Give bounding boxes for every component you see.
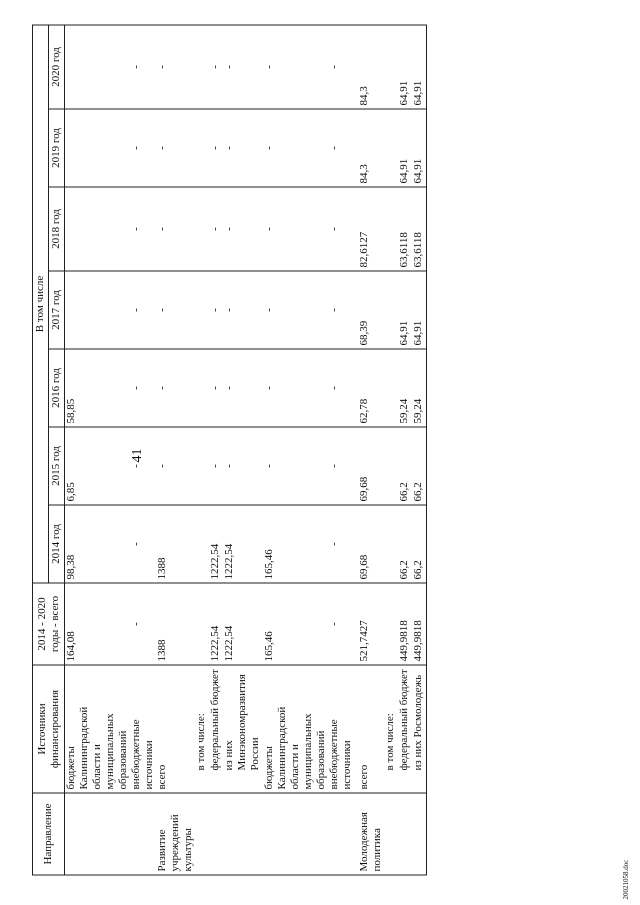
year-value-cell: 66,2 <box>412 505 427 583</box>
year-value-cell: 59,24 <box>398 349 412 427</box>
year-value-cell: 69,68 <box>358 427 384 505</box>
source-cell: федеральный бюджет <box>209 665 223 793</box>
source-cell: из них Росмолодежь <box>412 665 427 793</box>
year-value-cell: - <box>223 271 263 349</box>
table-row <box>130 24 156 874</box>
year-value-cell: 1222,54 <box>209 505 223 583</box>
year-value-cell <box>65 24 131 108</box>
header-total: 2014 - 2020 годы - всего <box>33 583 65 665</box>
year-value-cell <box>195 505 209 583</box>
year-value-cell: 1222,54 <box>223 505 263 583</box>
year-value-cell <box>195 427 209 505</box>
table-row <box>398 24 412 874</box>
header-year: 2019 год <box>49 109 65 187</box>
year-value-cell: - <box>130 505 156 583</box>
year-value-cell <box>65 187 131 271</box>
source-cell: в том числе: <box>195 665 209 793</box>
total-cell: 1222,54 <box>223 583 263 665</box>
year-value-cell <box>384 187 398 271</box>
year-value-cell: 63,6118 <box>398 187 412 271</box>
year-value-cell <box>195 271 209 349</box>
header-year: 2017 год <box>49 271 65 349</box>
source-cell: всего <box>358 665 384 793</box>
year-value-cell: - <box>209 271 223 349</box>
year-value-cell: - <box>209 109 223 187</box>
year-value-cell: - <box>263 187 328 271</box>
year-value-cell: 63,6118 <box>412 187 427 271</box>
direction-cell <box>328 793 358 875</box>
year-value-cell: - <box>328 187 358 271</box>
year-value-cell: - <box>328 271 358 349</box>
year-value-cell: 69,68 <box>358 505 384 583</box>
total-cell: 1388 <box>156 583 195 665</box>
year-value-cell: - <box>328 349 358 427</box>
year-value-cell: 64,91 <box>398 271 412 349</box>
total-cell: 164,08 <box>65 583 131 665</box>
year-value-cell: - <box>130 187 156 271</box>
total-cell: - <box>328 583 358 665</box>
year-value-cell <box>384 349 398 427</box>
year-value-cell: - <box>263 349 328 427</box>
total-cell: - <box>130 583 156 665</box>
year-value-cell: - <box>156 109 195 187</box>
year-value-cell: - <box>209 24 223 108</box>
year-value-cell <box>384 24 398 108</box>
year-value-cell: 84,3 <box>358 109 384 187</box>
source-cell: бюджеты Калининградской области и муниципальных образований <box>263 665 328 793</box>
year-value-cell: - <box>209 349 223 427</box>
year-value-cell <box>384 271 398 349</box>
year-value-cell: 64,91 <box>398 24 412 108</box>
page-number: 41 <box>130 448 145 462</box>
year-value-cell <box>195 187 209 271</box>
table-row <box>384 24 398 874</box>
total-cell: 165,46 <box>263 583 328 665</box>
year-value-cell <box>384 427 398 505</box>
year-value-cell: - <box>263 271 328 349</box>
total-cell: 449,9818 <box>412 583 427 665</box>
header-sources: Источники финансирования <box>33 665 65 793</box>
header-year: 2020 год <box>49 24 65 108</box>
year-value-cell: 82,6127 <box>358 187 384 271</box>
source-cell: всего <box>156 665 195 793</box>
year-value-cell: 6,85 <box>65 427 131 505</box>
year-value-cell: 64,91 <box>412 24 427 108</box>
year-value-cell: - <box>130 24 156 108</box>
direction-cell <box>65 793 131 875</box>
year-value-cell: - <box>209 187 223 271</box>
year-value-cell: - <box>156 187 195 271</box>
year-value-cell: 64,91 <box>398 109 412 187</box>
year-value-cell: - <box>156 271 195 349</box>
table-row <box>223 24 263 874</box>
source-cell: бюджеты Калининградской области и муниципальных образований <box>65 665 131 793</box>
year-value-cell <box>195 109 209 187</box>
year-value-cell <box>65 109 131 187</box>
document-reference: 20021058.doc <box>622 859 630 899</box>
header-including: В том числе <box>33 24 49 582</box>
direction-cell: Молодежная политика <box>358 793 384 875</box>
year-value-cell <box>65 271 131 349</box>
year-value-cell: - <box>263 109 328 187</box>
header-year: 2014 год <box>49 505 65 583</box>
header-direction: Направление <box>33 793 65 875</box>
source-cell: из них Минэкономразвития России <box>223 665 263 793</box>
year-value-cell: - <box>328 109 358 187</box>
table-row <box>209 24 223 874</box>
year-value-cell: - <box>223 349 263 427</box>
year-value-cell: - <box>156 24 195 108</box>
total-cell: 521,7427 <box>358 583 384 665</box>
direction-cell <box>209 793 223 875</box>
header-year: 2015 год <box>49 427 65 505</box>
year-value-cell: 165,46 <box>263 505 328 583</box>
year-value-cell: 98,38 <box>65 505 131 583</box>
direction-cell <box>398 793 412 875</box>
direction-cell <box>130 793 156 875</box>
direction-cell <box>384 793 398 875</box>
year-value-cell: - <box>130 349 156 427</box>
year-value-cell <box>195 24 209 108</box>
year-value-cell: 58,85 <box>65 349 131 427</box>
direction-cell <box>412 793 427 875</box>
total-cell <box>195 583 209 665</box>
table-row <box>358 24 384 874</box>
table-row <box>328 24 358 874</box>
source-cell: внебюджетные источники <box>328 665 358 793</box>
table-row <box>263 24 328 874</box>
year-value-cell: - <box>209 427 223 505</box>
header-year: 2018 год <box>49 187 65 271</box>
direction-cell <box>195 793 209 875</box>
year-value-cell: 84,3 <box>358 24 384 108</box>
table-row <box>65 24 131 874</box>
year-value-cell: 62,78 <box>358 349 384 427</box>
year-value-cell: - <box>223 187 263 271</box>
year-value-cell: 66,2 <box>412 427 427 505</box>
year-value-cell: - <box>328 427 358 505</box>
year-value-cell: 64,91 <box>412 271 427 349</box>
year-value-cell: 64,91 <box>412 109 427 187</box>
total-cell: 1222,54 <box>209 583 223 665</box>
year-value-cell: 68,39 <box>358 271 384 349</box>
total-cell <box>384 583 398 665</box>
year-value-cell: - <box>130 427 156 505</box>
year-value-cell: - <box>130 271 156 349</box>
year-value-cell: - <box>156 349 195 427</box>
year-value-cell <box>195 349 209 427</box>
table-row <box>156 24 195 874</box>
source-cell: внебюджетные источники <box>130 665 156 793</box>
year-value-cell <box>384 109 398 187</box>
table-row <box>412 24 427 874</box>
year-value-cell: 59,24 <box>412 349 427 427</box>
direction-cell <box>263 793 328 875</box>
source-cell: федеральный бюджет <box>398 665 412 793</box>
source-cell: в том числе: <box>384 665 398 793</box>
total-cell: 449,9818 <box>398 583 412 665</box>
year-value-cell: - <box>328 505 358 583</box>
year-value-cell: - <box>223 427 263 505</box>
direction-cell: Развитие учреждений культуры <box>156 793 195 875</box>
year-value-cell: - <box>223 24 263 108</box>
year-value-cell: 1388 <box>156 505 195 583</box>
direction-cell <box>223 793 263 875</box>
year-value-cell: - <box>130 109 156 187</box>
header-year: 2016 год <box>49 349 65 427</box>
year-value-cell: 66,2 <box>398 505 412 583</box>
year-value-cell: - <box>156 427 195 505</box>
year-value-cell: - <box>263 24 328 108</box>
year-value-cell: - <box>328 24 358 108</box>
year-value-cell: 66,2 <box>398 427 412 505</box>
table-row <box>195 24 209 874</box>
year-value-cell: - <box>223 109 263 187</box>
financing-table <box>32 24 427 875</box>
year-value-cell: - <box>263 427 328 505</box>
year-value-cell <box>384 505 398 583</box>
